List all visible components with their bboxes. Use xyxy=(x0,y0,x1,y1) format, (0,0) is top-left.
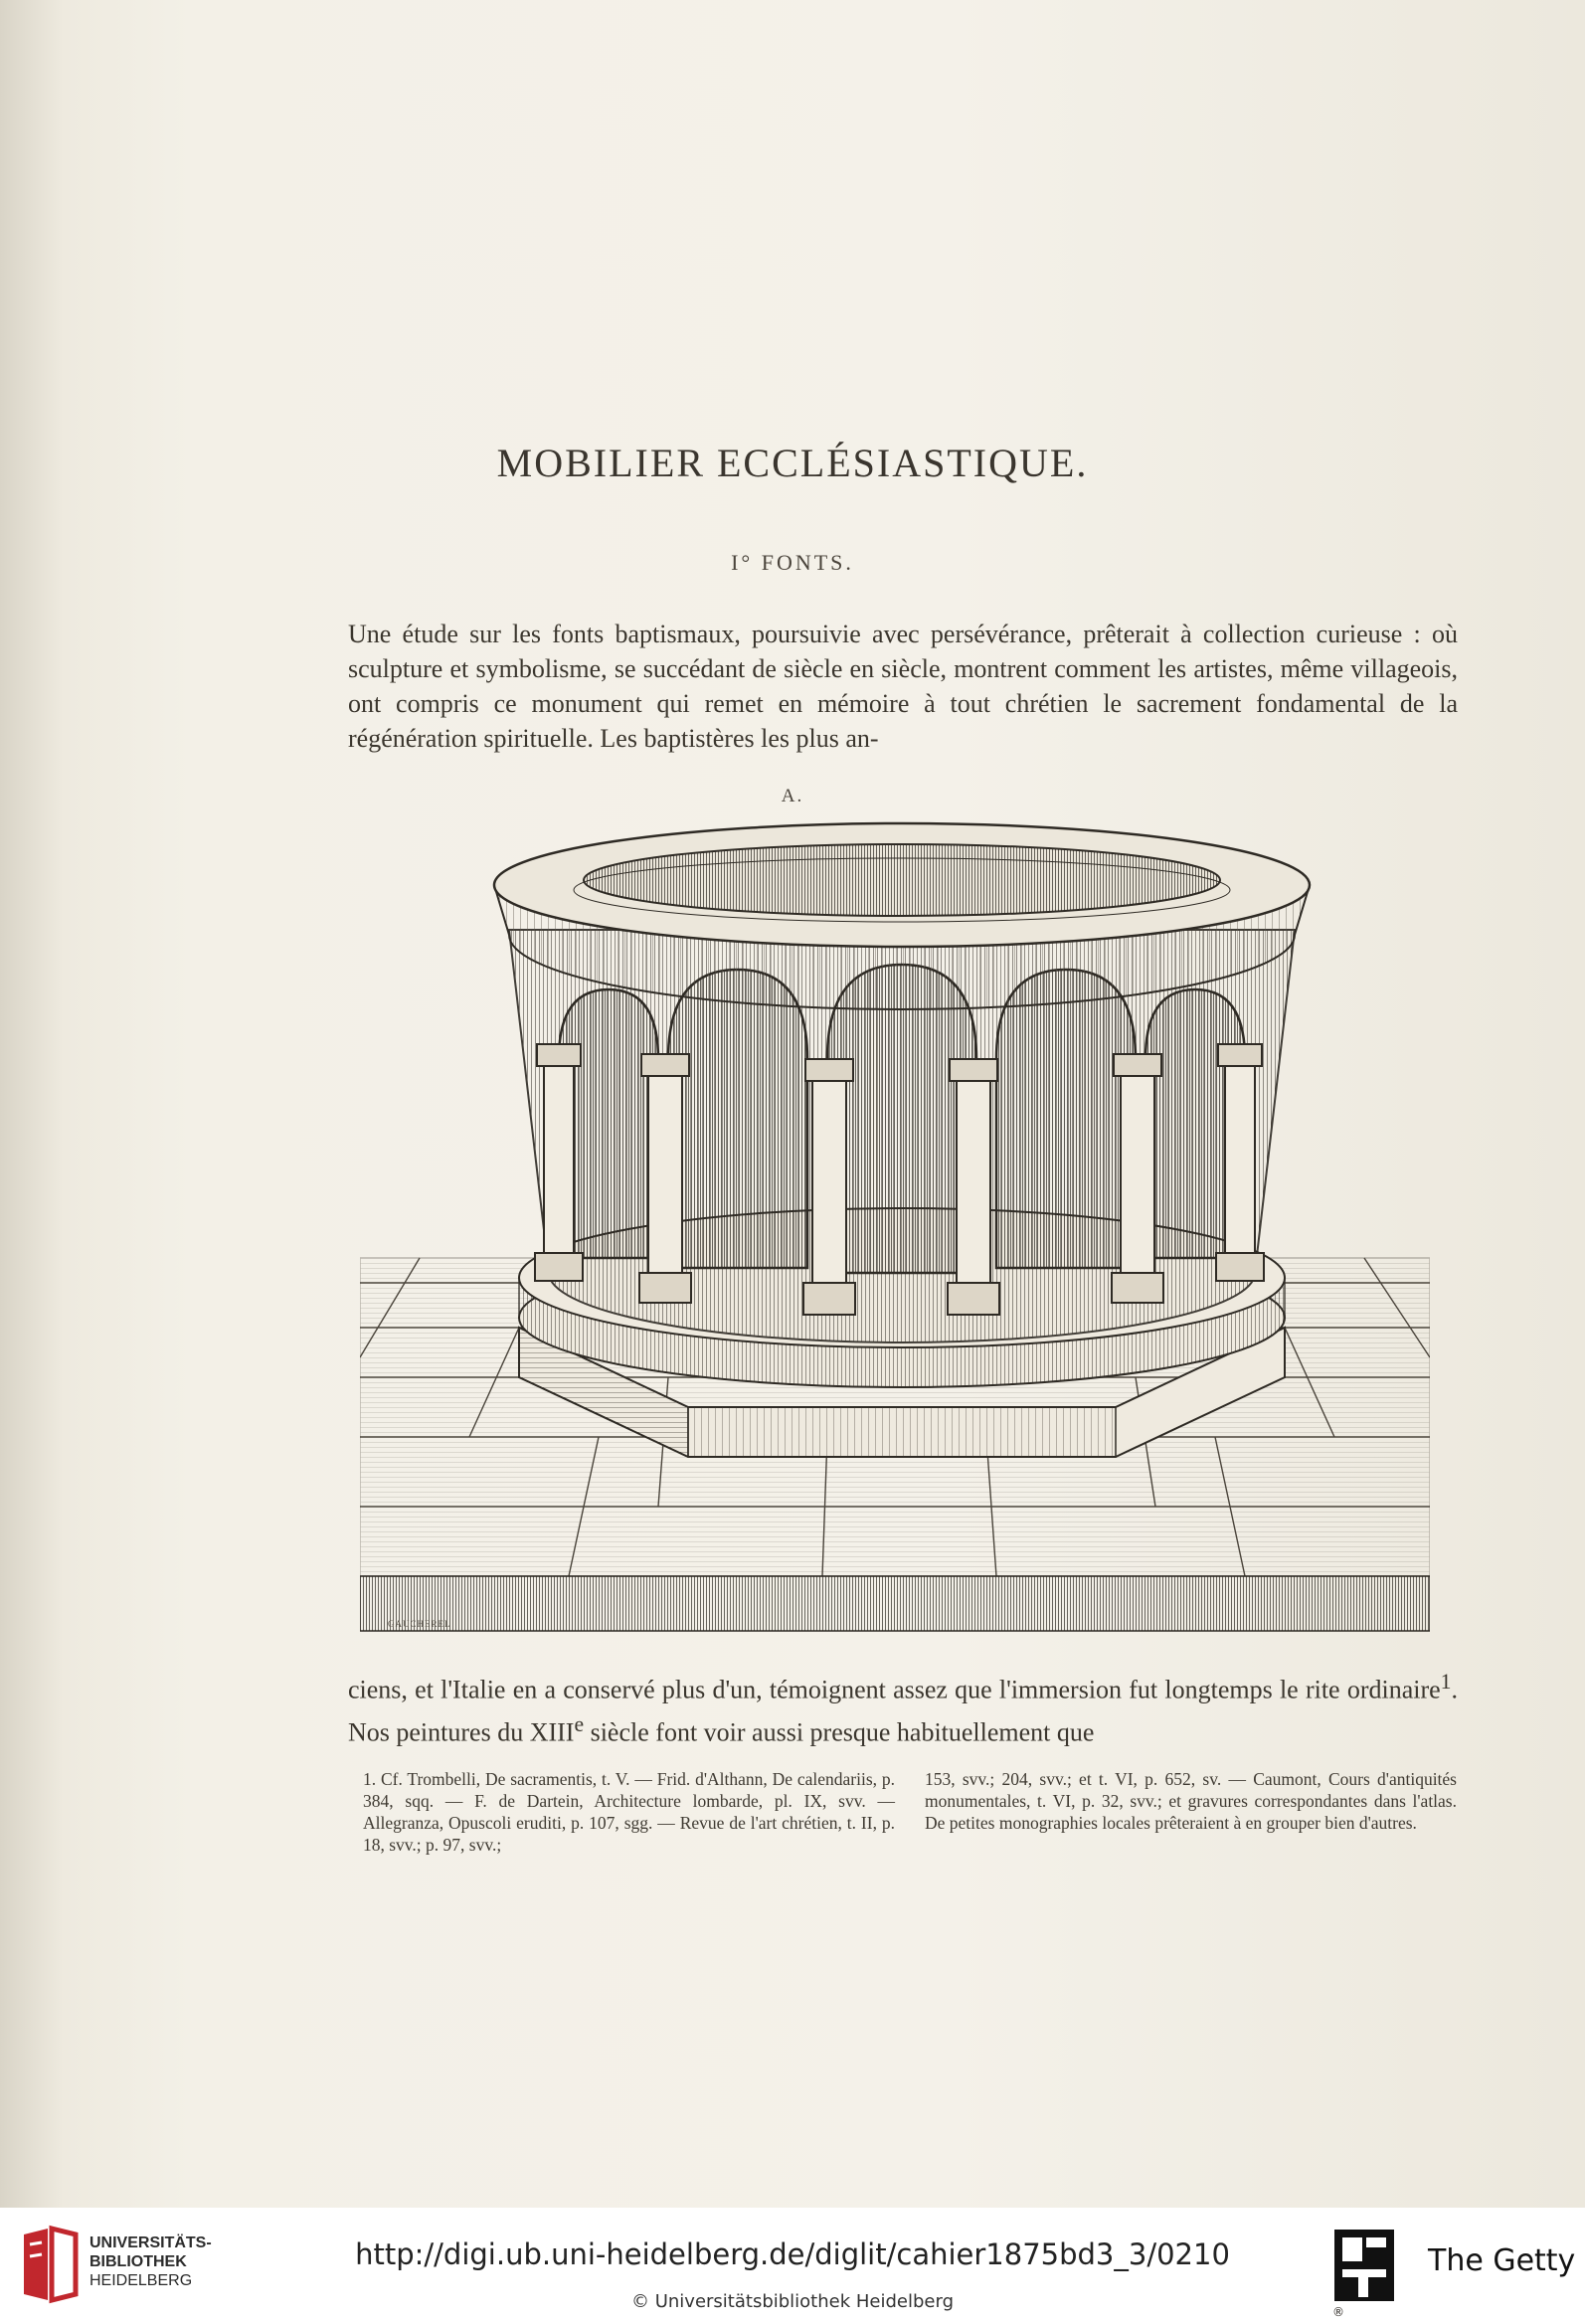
library-name-line-2: BIBLIOTHEK xyxy=(89,2253,187,2270)
section-heading: I° FONTS. xyxy=(731,550,854,575)
footnotes xyxy=(363,1768,1457,1856)
baptismal-font-engraving xyxy=(360,820,1430,1641)
footnote-left-column: 1. Cf. Trombelli, De sacramentis, t. V. — Frid. d'Althann, De calendariis, p. 384, sqq. — F. de Dartein, Architecture lombarde, pl. IX, svv. — Allegranza, Opuscoli eruditi, p. 107, sgg. — Revue de l'art chrétien, t. II, p. 18, svv.; p. 97, svv.; xyxy=(363,1769,895,1855)
footnote-right-column: 153, svv.; 204, svv.; et t. VI, p. 652, sv. — Caumont, Cours d'antiquités monumentales, t. VI, p. 32, svv.; et gravures correspondantes dans l'atlas. De petites monographies locales prêteraient à en grouper bien d'autres. xyxy=(925,1769,1457,1833)
partner-name: The Getty xyxy=(1428,2243,1576,2278)
paragraph-2-text-c: siècle font voir aussi presque habituellement que xyxy=(584,1717,1095,1747)
paragraph-2-text-a: ciens, et l'Italie en a conservé plus d'un, témoignent assez que l'immersion fut longtemps le rite ordinaire xyxy=(348,1675,1441,1704)
figure-label: A. xyxy=(781,786,804,806)
footnote-reference: 1 xyxy=(1440,1670,1452,1694)
copyright-notice: © Universitätsbibliothek Heidelberg xyxy=(630,2291,954,2312)
footer-bar xyxy=(0,2208,1585,2324)
engraver-signature: GAUCHEREL xyxy=(388,1619,451,1629)
registered-mark: ® xyxy=(1332,2305,1344,2319)
century-numeral: XIII xyxy=(529,1717,575,1747)
permalink-url[interactable]: http://digi.ub.uni-heidelberg.de/diglit/cahier1875bd3_3/0210 xyxy=(355,2237,1230,2271)
library-name-line-3: HEIDELBERG xyxy=(89,2272,193,2289)
century-suffix: e xyxy=(574,1711,585,1736)
paragraph-2 xyxy=(348,1665,1458,1749)
library-name-line-1: UNIVERSITÄTS- xyxy=(89,2235,212,2251)
paragraph-2-text-b: . Nos peintures du xyxy=(348,1675,1458,1747)
getty-logo-icon xyxy=(1332,2226,1396,2305)
page-title: MOBILIER ECCLÉSIASTIQUE. xyxy=(496,441,1089,485)
paragraph-1: Une étude sur les fonts baptismaux, poursuivie avec persévérance, prêterait à collection curieuse : où sculpture et symbolisme, se succédant de siècle en siècle, montrent comment les artistes, même villageois, ont compris ce monument qui remet en mémoire à tout chrétien le sacrement fondamental de la régénération spirituelle. Les baptistères les plus an- xyxy=(348,620,1458,753)
